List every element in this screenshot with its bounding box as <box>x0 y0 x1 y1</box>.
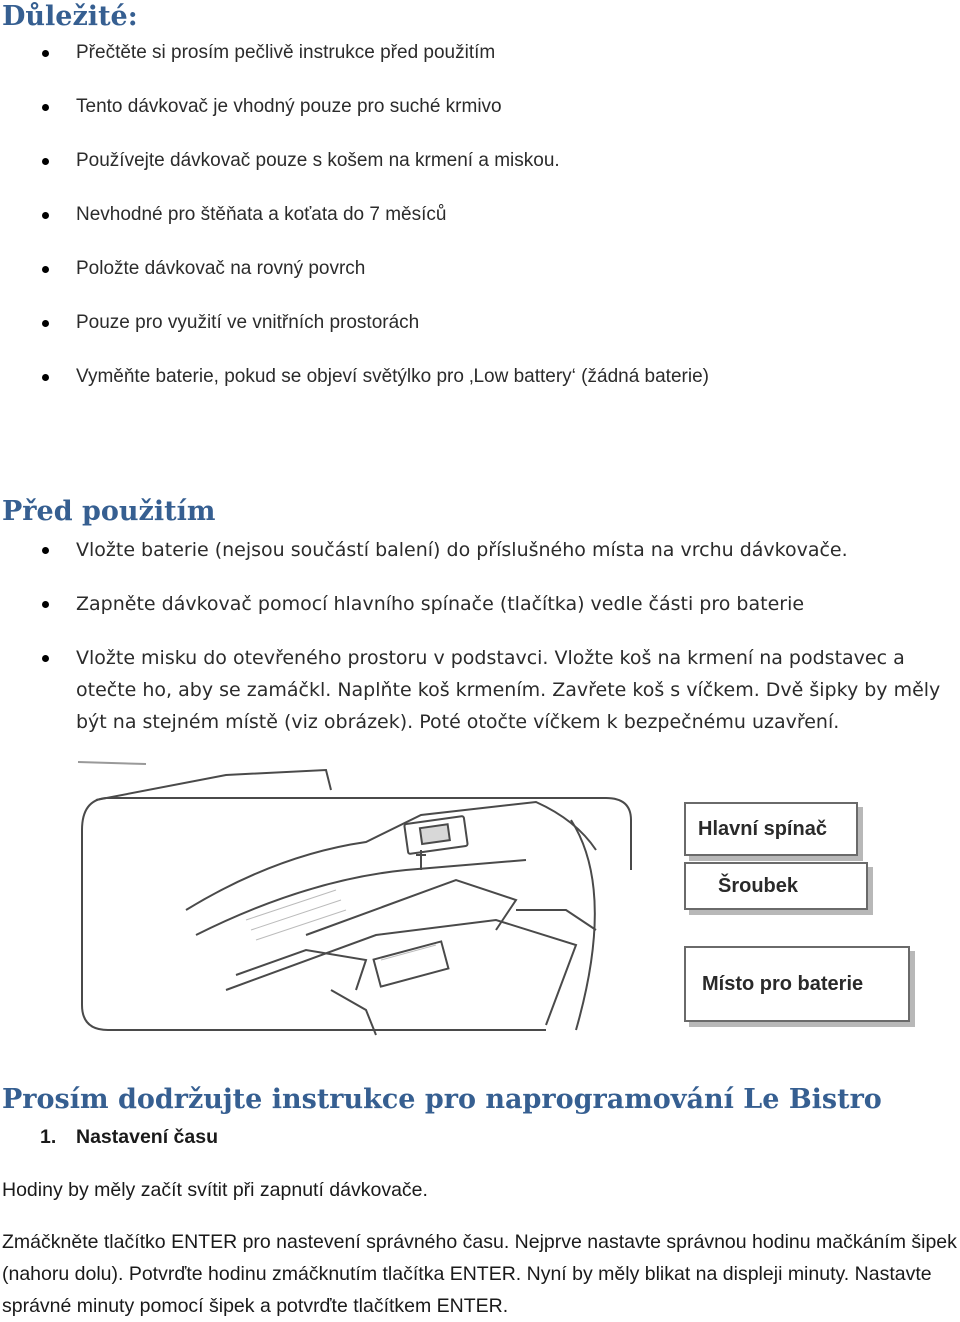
battery-compartment-illustration <box>76 760 916 1050</box>
list-item: Nevhodné pro štěňata a koťata do 7 měsíců <box>76 199 956 231</box>
paragraph: Zmáčkněte tlačítko ENTER pro nastevení správného času. Nejprve nastavte správnou hodinu mačkáním šipek (nahoru dolu). Potvrďte hodinu zmáčknutím tlačítka ENTER. Nyní by měly blikat na displeji minuty. Nastavte správné minuty pomocí šipek a potvrďte tlačítkem ENTER. <box>2 1231 957 1317</box>
step-1-title: Nastavení času <box>76 1126 218 1148</box>
list-item: Tento dávkovač je vhodný pouze pro suché krmivo <box>76 91 956 123</box>
callout-battery-place: Místo pro baterie <box>684 946 910 1022</box>
paragraph: Hodiny by měly začít svítit při zapnutí dávkovače. <box>2 1179 428 1201</box>
list-item: Pouze pro využití ve vnitřních prostorách <box>76 307 956 339</box>
list-item: Vložte misku do otevřeného prostoru v podstavci. Vložte koš na krmení na podstavec a otečte ho, aby se zamáčkl. Naplňte koš krmením. Zavřete koš s víčkem. Dvě šipky by měly být na stejném místě (viz obrázek). Poté otočte víčkem k bezpečnému uzavření. <box>76 642 956 738</box>
list-item: Zapněte dávkovač pomocí hlavního spínače (tlačítka) vedle části pro baterie <box>76 588 956 620</box>
before-use-heading: Před použitím <box>2 496 216 527</box>
list-item: Používejte dávkovač pouze s košem na krmení a miskou. <box>76 145 956 177</box>
important-heading: Důležité: <box>2 1 138 32</box>
list-item: Přečtěte si prosím pečlivě instrukce před použitím <box>76 37 956 69</box>
list-item: Vložte baterie (nejsou součástí balení) do příslušného místa na vrchu dávkovače. <box>76 534 956 566</box>
callout-screw: Šroubek <box>684 862 868 910</box>
programming-heading: Prosím dodržujte instrukce pro naprogramování Le Bistro <box>2 1084 882 1115</box>
step-1-number: 1. <box>40 1126 57 1148</box>
list-item: Vyměňte baterie, pokud se objeví světýlko pro ‚Low battery‘ (žádná baterie) <box>76 361 956 393</box>
callout-main-switch: Hlavní spínač <box>684 802 858 856</box>
list-item: Položte dávkovač na rovný povrch <box>76 253 956 285</box>
